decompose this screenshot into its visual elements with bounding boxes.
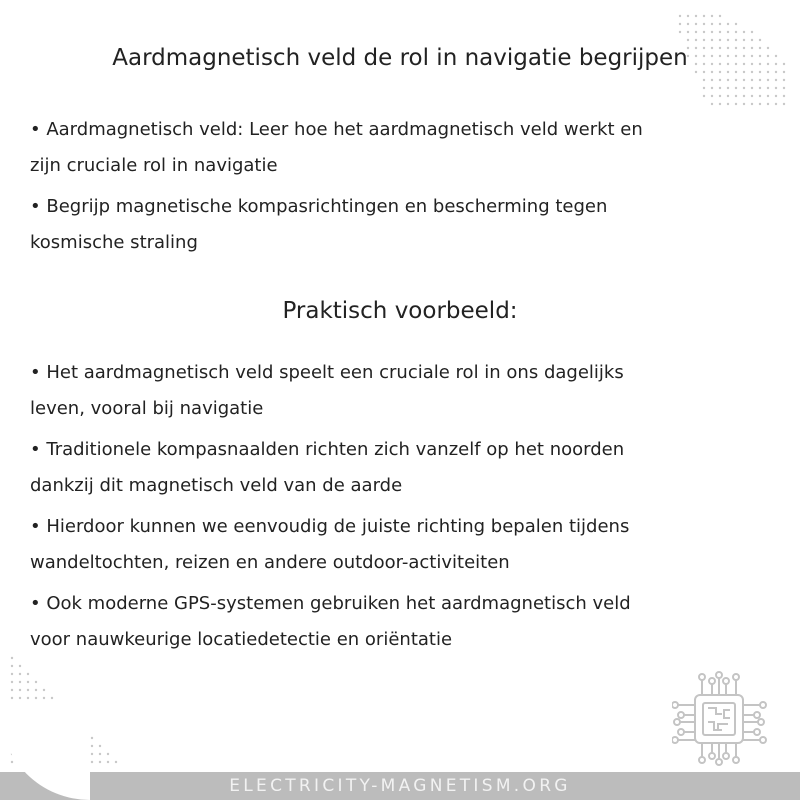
dot xyxy=(743,87,745,89)
dot xyxy=(703,87,705,89)
dot xyxy=(11,761,13,763)
dot xyxy=(91,737,93,739)
dot xyxy=(759,79,761,81)
dot xyxy=(767,87,769,89)
dot xyxy=(751,87,753,89)
dot xyxy=(751,31,753,33)
dot xyxy=(743,103,745,105)
bullet-line: • Hierdoor kunnen we eenvoudig de juiste richting bepalen tijdens xyxy=(30,516,630,537)
dot xyxy=(91,753,93,755)
dot xyxy=(719,71,721,73)
bullet-line: zijn cruciale rol in navigatie xyxy=(30,155,278,176)
page-title: Aardmagnetisch veld de rol in navigatie begrijpen xyxy=(112,45,688,71)
dot xyxy=(719,15,721,17)
dot xyxy=(775,71,777,73)
dot xyxy=(783,79,785,81)
dot xyxy=(695,15,697,17)
bullet-line: • Begrijp magnetische kompasrichtingen en bescherming tegen xyxy=(30,196,608,217)
dot xyxy=(727,39,729,41)
dot xyxy=(743,95,745,97)
dot xyxy=(11,681,13,683)
dot xyxy=(679,31,681,33)
dot xyxy=(727,71,729,73)
dot xyxy=(695,39,697,41)
bullet-item xyxy=(30,586,780,658)
dot xyxy=(27,697,29,699)
dot xyxy=(695,23,697,25)
dot xyxy=(711,103,713,105)
dot xyxy=(775,87,777,89)
dot xyxy=(27,673,29,675)
dot xyxy=(719,103,721,105)
dot xyxy=(711,23,713,25)
dot xyxy=(687,31,689,33)
dot xyxy=(751,71,753,73)
dot xyxy=(11,689,13,691)
dot xyxy=(759,95,761,97)
dot xyxy=(711,31,713,33)
bullet-line: dankzij dit magnetisch veld van de aarde xyxy=(30,475,403,496)
dot xyxy=(679,23,681,25)
dot xyxy=(767,79,769,81)
dot xyxy=(687,15,689,17)
dot xyxy=(759,71,761,73)
dot xyxy=(99,753,101,755)
bullet-item xyxy=(30,112,780,184)
bullet-line: • Aardmagnetisch veld: Leer hoe het aardmagnetisch veld werkt en xyxy=(30,119,643,140)
dot xyxy=(703,39,705,41)
dot xyxy=(703,15,705,17)
dot xyxy=(695,71,697,73)
dot xyxy=(759,39,761,41)
dot xyxy=(735,103,737,105)
dot xyxy=(775,79,777,81)
intro-bullets xyxy=(30,112,780,266)
example-heading: Praktisch voorbeeld: xyxy=(282,298,518,324)
dot xyxy=(711,79,713,81)
dot xyxy=(735,95,737,97)
dot xyxy=(19,689,21,691)
dot xyxy=(727,95,729,97)
bullet-item xyxy=(30,432,780,504)
dot xyxy=(107,753,109,755)
dot xyxy=(27,681,29,683)
dot xyxy=(35,681,37,683)
circuit-chip-icon xyxy=(672,670,768,770)
dot xyxy=(735,23,737,25)
bullet-line: • Ook moderne GPS-systemen gebruiken het aardmagnetisch veld xyxy=(30,593,631,614)
dot xyxy=(19,665,21,667)
dot xyxy=(727,23,729,25)
bullet-line: kosmische straling xyxy=(30,232,198,253)
dot xyxy=(51,697,53,699)
bullet-line: • Traditionele kompasnaalden richten zich vanzelf op het noorden xyxy=(30,439,625,460)
bullet-line: • Het aardmagnetisch veld speelt een cruciale rol in ons dagelijks xyxy=(30,362,624,383)
dot xyxy=(783,103,785,105)
dot xyxy=(759,87,761,89)
example-bullets xyxy=(30,355,780,663)
dot xyxy=(751,79,753,81)
dot xyxy=(767,103,769,105)
dot xyxy=(11,673,13,675)
dot xyxy=(115,761,117,763)
dot xyxy=(703,79,705,81)
dot xyxy=(743,79,745,81)
dot xyxy=(19,697,21,699)
dot xyxy=(703,95,705,97)
dot xyxy=(775,95,777,97)
dot xyxy=(783,71,785,73)
dot xyxy=(743,31,745,33)
dot xyxy=(727,31,729,33)
dot xyxy=(727,87,729,89)
dot xyxy=(719,39,721,41)
dot xyxy=(751,39,753,41)
dot xyxy=(703,71,705,73)
dot xyxy=(11,665,13,667)
dot xyxy=(743,71,745,73)
bullet-item xyxy=(30,355,780,427)
dot xyxy=(719,87,721,89)
dot xyxy=(19,681,21,683)
dot xyxy=(99,745,101,747)
dot xyxy=(711,95,713,97)
dot xyxy=(91,761,93,763)
dot xyxy=(687,39,689,41)
dot xyxy=(679,15,681,17)
dot xyxy=(751,95,753,97)
dot xyxy=(759,103,761,105)
dot xyxy=(11,697,13,699)
dot xyxy=(703,23,705,25)
dot xyxy=(35,697,37,699)
dot xyxy=(727,103,729,105)
dot xyxy=(91,745,93,747)
dot xyxy=(727,79,729,81)
dot xyxy=(735,71,737,73)
dot xyxy=(703,31,705,33)
dot xyxy=(775,103,777,105)
dot xyxy=(711,87,713,89)
bullet-line: wandeltochten, reizen en andere outdoor-activiteiten xyxy=(30,552,510,573)
bullet-line: voor nauwkeurige locatiedetectie en oriëntatie xyxy=(30,629,453,650)
dot xyxy=(783,87,785,89)
dot xyxy=(11,657,13,659)
dot xyxy=(743,39,745,41)
bullet-line: leven, vooral bij navigatie xyxy=(30,398,264,419)
dot xyxy=(695,31,697,33)
dot xyxy=(735,87,737,89)
bullet-item xyxy=(30,509,780,581)
dot xyxy=(687,23,689,25)
dot xyxy=(43,697,45,699)
dot xyxy=(43,689,45,691)
dot xyxy=(35,689,37,691)
dot xyxy=(19,673,21,675)
dot xyxy=(735,31,737,33)
dot xyxy=(107,761,109,763)
dot xyxy=(711,15,713,17)
dot xyxy=(767,95,769,97)
dot xyxy=(711,39,713,41)
dot xyxy=(751,103,753,105)
footer-website: ELECTRICITY-MAGNETISM.ORG xyxy=(229,776,571,796)
dot xyxy=(767,71,769,73)
dot xyxy=(735,79,737,81)
dot xyxy=(719,95,721,97)
dot xyxy=(719,31,721,33)
dot xyxy=(719,79,721,81)
dot xyxy=(735,39,737,41)
dot xyxy=(27,689,29,691)
bullet-item xyxy=(30,189,780,261)
dot xyxy=(719,23,721,25)
dot xyxy=(99,761,101,763)
dot xyxy=(783,95,785,97)
dot xyxy=(711,71,713,73)
